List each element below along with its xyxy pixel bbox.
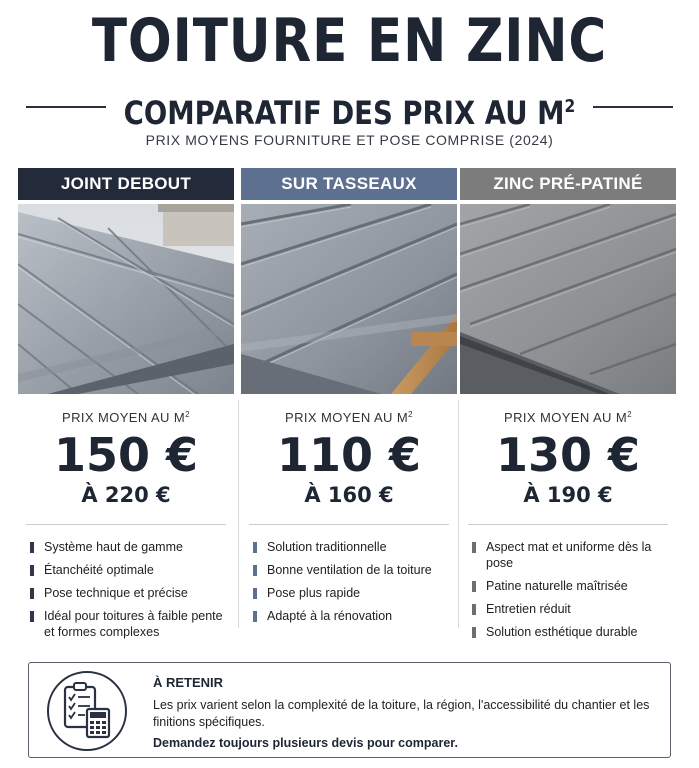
roof-photo-zinc-pre-patine xyxy=(460,204,676,394)
column-heading: ZINC PRÉ-PATINÉ xyxy=(460,168,676,200)
price-max: À 160 € xyxy=(304,483,394,507)
page-subtitle: COMPARATIF DES PRIX AU $M^2$ xyxy=(123,94,576,132)
feature-item: Solution traditionnelle xyxy=(253,539,457,555)
feature-item: Pose technique et précise xyxy=(30,585,234,601)
column-divider xyxy=(249,524,449,525)
price-label: PRIX MOYEN AU $M^2$ xyxy=(504,410,632,425)
feature-item: Aspect mat et uniforme dès la pose xyxy=(472,539,676,571)
column-divider xyxy=(468,524,668,525)
column-zinc-pre-patine xyxy=(460,168,676,647)
feature-item: Idéal pour toitures à faible pente et formes complexes xyxy=(30,608,234,640)
feature-list xyxy=(18,539,234,640)
note-title: À RETENIR xyxy=(153,675,224,690)
note-cta: Demandez toujours plusieurs devis pour comparer. xyxy=(153,736,458,750)
feature-item: Adapté à la rénovation xyxy=(253,608,457,624)
feature-item: Entretien réduit xyxy=(472,601,676,617)
price-min: 130 € xyxy=(495,428,641,482)
note-box xyxy=(28,662,671,758)
price-label: PRIX MOYEN AU $M^2$ xyxy=(62,410,190,425)
feature-item: Étanchéité optimale xyxy=(30,562,234,578)
price-min: 150 € xyxy=(53,428,199,482)
feature-item: Pose plus rapide xyxy=(253,585,457,601)
tagline: PRIX MOYENS FOURNITURE ET POSE COMPRISE (2024) xyxy=(145,132,554,148)
subtitle-rule-right xyxy=(593,106,673,108)
feature-list xyxy=(460,539,676,640)
note-text: Les prix varient selon la complexité de la toiture, la région, l'accessibilité du chantier et les finitions spécifiques. xyxy=(153,698,650,729)
feature-item: Bonne ventilation de la toiture xyxy=(253,562,457,578)
price-max: À 190 € xyxy=(523,483,613,507)
price-max: À 220 € xyxy=(81,483,171,507)
column-sur-tasseaux xyxy=(241,168,457,631)
roof-photo-sur-tasseaux xyxy=(241,204,457,394)
column-heading: SUR TASSEAUX xyxy=(241,168,457,200)
column-separator xyxy=(238,400,239,628)
checklist-calculator-icon xyxy=(47,671,127,751)
feature-item: Solution esthétique durable xyxy=(472,624,676,640)
price-label: PRIX MOYEN AU $M^2$ xyxy=(285,410,413,425)
price-min: 110 € xyxy=(276,428,422,482)
feature-list xyxy=(241,539,457,624)
column-heading: JOINT DEBOUT xyxy=(18,168,234,200)
column-joint-debout xyxy=(18,168,234,647)
column-separator xyxy=(458,400,459,628)
roof-photo-joint-debout xyxy=(18,204,234,394)
subtitle-row xyxy=(0,86,699,132)
feature-item: Patine naturelle maîtrisée xyxy=(472,578,676,594)
feature-item: Système haut de gamme xyxy=(30,539,234,555)
page-title: TOITURE EN ZINC xyxy=(91,6,608,76)
column-divider xyxy=(26,524,226,525)
